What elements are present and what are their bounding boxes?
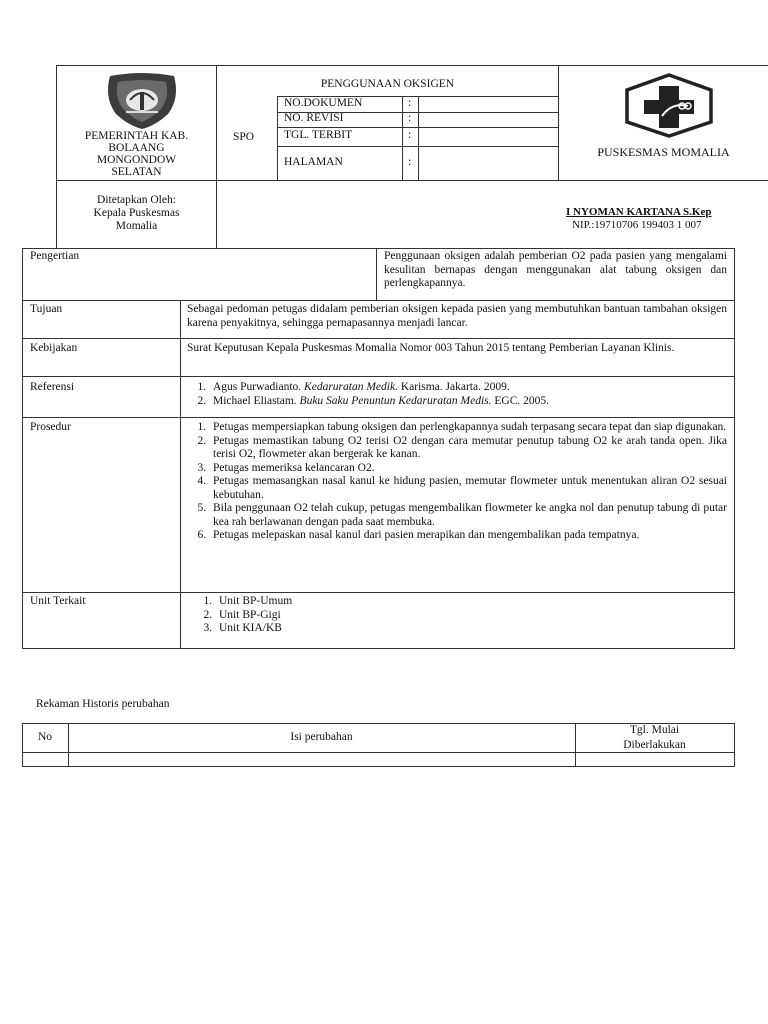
field-sep-halaman: : [408, 156, 412, 168]
referensi-publisher: Karisma. Jakarta. 2009. [400, 381, 510, 393]
history-col-isi: Isi perubahan [290, 731, 353, 743]
referensi-title: Kedaruratan Medik. [304, 381, 398, 393]
field-sep-norevisi: : [408, 112, 412, 124]
right-org-name: PUSKESMAS MOMALIA [597, 145, 730, 159]
established-by-line-3: Momalia [115, 220, 158, 232]
left-org-line-4: SELATAN [111, 166, 162, 178]
tujuan-text: Sebagai pedoman petugas didalam pemberian oksigen kepada pasien yang membutuhkan bantuan tambahan oksigen karena penyakitnya, sehingga pernapasannya menjadi lancar. [187, 303, 727, 329]
referensi-author: Michael Eliastam. [213, 394, 297, 407]
referensi-publisher: EGC. 2005. [494, 394, 550, 407]
prosedur-label: Prosedur [30, 421, 71, 433]
unit-item: 2. Unit BP-Gigi [215, 609, 491, 623]
field-sep-tglterbit: : [408, 129, 412, 141]
history-col-tgl-line-1: Tgl. Mulai [629, 724, 680, 736]
unit-item: 1. Unit BP-Umum [215, 595, 491, 609]
prosedur-step: 1. Petugas mempersiapkan tabung oksigen dan perlengkapannya sudah terpasang secara tepat dan siap digunakan. [209, 421, 727, 435]
established-by-line-2: Kepala Puskesmas [93, 207, 180, 219]
signer-name: I NYOMAN KARTANA S.Kep [566, 206, 712, 218]
signer-nip: NIP.:19710706 199403 1 007 [572, 219, 702, 231]
prosedur-step: 2. Petugas memastikan tabung O2 terisi O2 dengan cara memutar penutup tabung O2 ke arah tanda open. Jika terisi O2, flowmeter akan bergerak ke kanan. [209, 435, 727, 462]
spo-label: SPO [233, 131, 255, 143]
tujuan-label: Tujuan [30, 303, 63, 315]
prosedur-step: 6. Petugas melepaskan nasal kanul dari pasien merapikan dan mengembalikan pada tempatnya. [209, 529, 727, 543]
field-sep-nodokumen: : [408, 97, 412, 109]
prosedur-step: 4. Petugas memasangkan nasal kanul ke hidung pasien, memutar flowmeter untuk menentukan aliran O2 sesuai kebutuhan. [209, 475, 727, 502]
field-label-nodokumen: NO.DOKUMEN [284, 97, 363, 109]
kebijakan-label: Kebijakan [30, 342, 78, 354]
pengertian-text: Penggunaan oksigen adalah pemberian O2 pada pasien yang mengalami kesulitan bernapas dengan menggunakan alat tabung oksigen dan perlengkapannya. [384, 250, 727, 289]
field-label-norevisi: NO. REVISI [284, 112, 344, 124]
history-col-tgl-line-2: Diberlakukan [623, 739, 686, 751]
field-label-halaman: HALAMAN [284, 156, 343, 168]
left-org-line-3: MONGONDOW [96, 154, 177, 166]
document-title: PENGGUNAAN OKSIGEN [320, 78, 455, 90]
referensi-label: Referensi [30, 381, 75, 393]
prosedur-step: 3. Petugas memeriksa kelancaran O2. [209, 462, 727, 476]
left-org-line-2: BOLAANG [108, 142, 165, 154]
kebijakan-text: Surat Keputusan Kepala Puskesmas Momalia Nomor 003 Tahun 2015 tentang Pemberian Layanan Klinis. [187, 342, 675, 354]
unit-terkait-label: Unit Terkait [30, 595, 86, 607]
referensi-author: Agus Purwadianto. [213, 381, 302, 393]
history-title: Rekaman Historis perubahan [36, 698, 170, 710]
history-col-tgl [575, 723, 734, 753]
prosedur-step: 5. Bila penggunaan O2 telah cukup, petugas mengembalikan flowmeter ke angka nol dan penutup tabung di putar kea rah berlawanan dengan pada saat membuka. [209, 502, 727, 529]
left-org-line-1: PEMERINTAH KAB. [84, 130, 189, 142]
established-by-line-1: Ditetapkan Oleh: [97, 194, 176, 206]
field-label-tglterbit: TGL. TERBIT [284, 129, 353, 141]
pengertian-label: Pengertian [30, 250, 80, 262]
unit-item: 3. Unit KIA/KB [215, 622, 491, 636]
referensi-title: Buku Saku Penuntun Kedaruratan Medis. [299, 394, 492, 407]
history-col-no: No [37, 731, 53, 743]
